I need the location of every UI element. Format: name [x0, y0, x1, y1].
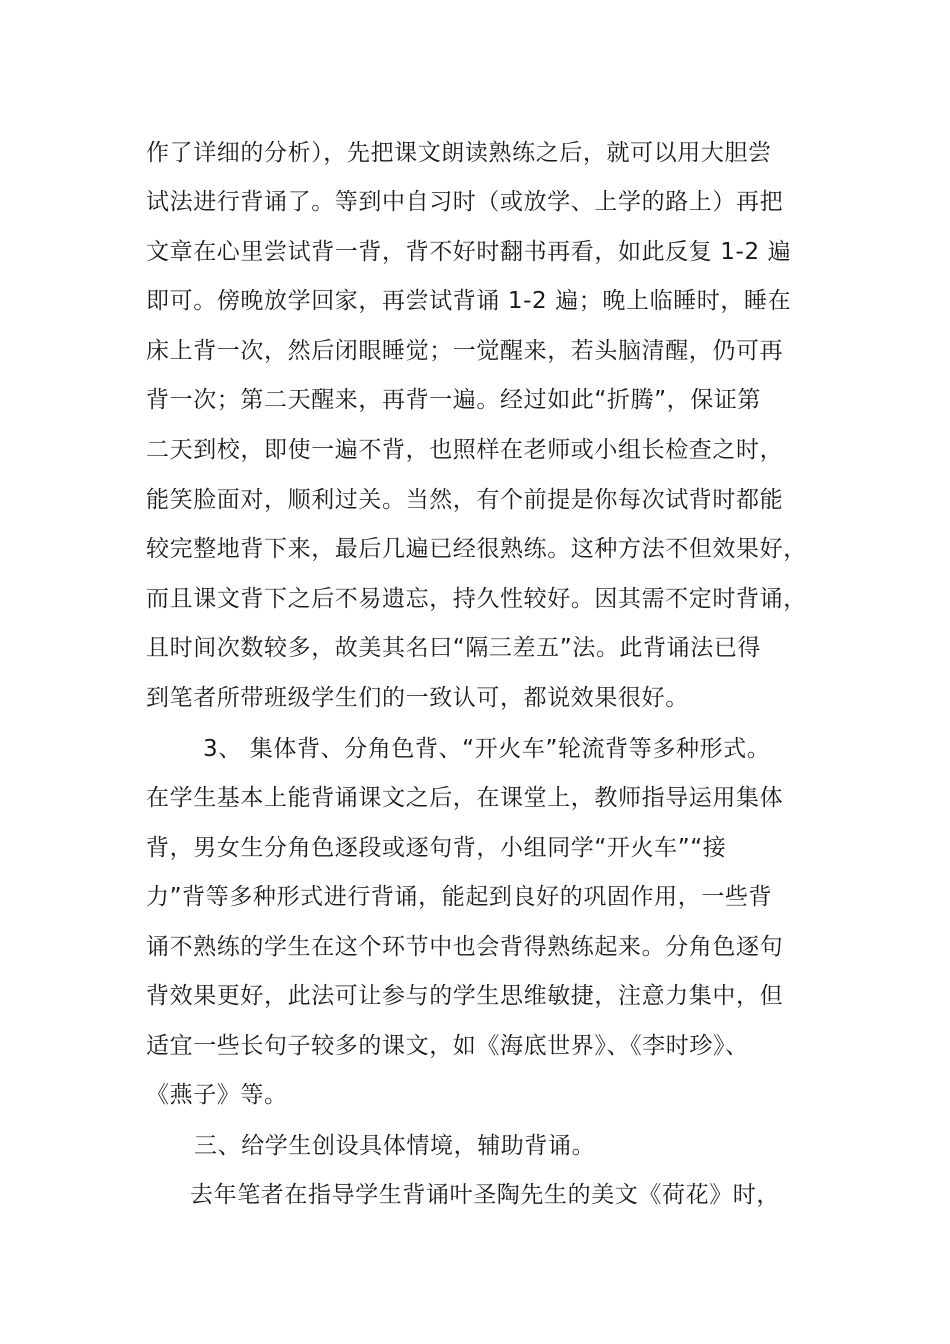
text-line: 而且课文背下之后不易遗忘，持久性较好。因其需不定时背诵，	[146, 586, 807, 612]
text-line: 到笔者所带班级学生们的一致认可，都说效果很好。	[146, 685, 689, 711]
text-line: 背一次；第二天醒来，再背一遍。经过如此“折腾”，保证第	[146, 387, 762, 413]
text-line: 二天到校，即使一遍不背，也照样在老师或小组长检查之时，	[146, 437, 784, 463]
text-line: 作了详细的分析），先把课文朗读熟练之后，就可以用大胆尝	[146, 140, 772, 166]
text-line: 在学生基本上能背诵课文之后，在课堂上，教师指导运用集体	[146, 785, 784, 811]
text-line: 《燕子》等。	[146, 1082, 288, 1108]
section-heading: 三、给学生创设具体情境，辅助背诵。	[194, 1133, 596, 1159]
text-line: 试法进行背诵了。等到中自习时（或放学、上学的路上）再把	[146, 189, 784, 215]
text-line: 去年笔者在指导学生背诵叶圣陶先生的美文《荷花》时，	[190, 1182, 780, 1208]
section-heading: 3、 集体背、分角色背、“开火车”轮流背等多种形式。	[203, 736, 771, 762]
text-line: 背，男女生分角色逐段或逐句背，小组同学“开火车”“接	[146, 835, 727, 861]
text-line: 且时间次数较多，故美其名曰“隔三差五”法。此背诵法已得	[146, 635, 762, 661]
text-line: 适宜一些长句子较多的课文，如《海底世界》、《李时珍》、	[146, 1033, 749, 1059]
text-line: 较完整地背下来，最后几遍已经很熟练。这种方法不但效果好，	[146, 536, 807, 562]
text-line: 床上背一次，然后闭眼睡觉；一觉醒来，若头脑清醒，仍可再	[146, 338, 784, 364]
text-line: 背效果更好，此法可让参与的学生思维敏捷，注意力集中，但	[146, 983, 784, 1009]
text-line: 即可。傍晚放学回家，再尝试背诵 1-2 遍；晚上临睡时，睡在	[146, 288, 792, 314]
text-line: 文章在心里尝试背一背，背不好时翻书再看，如此反复 1-2 遍	[146, 239, 792, 265]
text-line: 力”背等多种形式进行背诵，能起到良好的巩固作用，一些背	[146, 884, 773, 910]
text-line: 诵不熟练的学生在这个环节中也会背得熟练起来。分角色逐句	[146, 934, 784, 960]
text-line: 能笑脸面对，顺利过关。当然，有个前提是你每次试背时都能	[146, 487, 784, 513]
